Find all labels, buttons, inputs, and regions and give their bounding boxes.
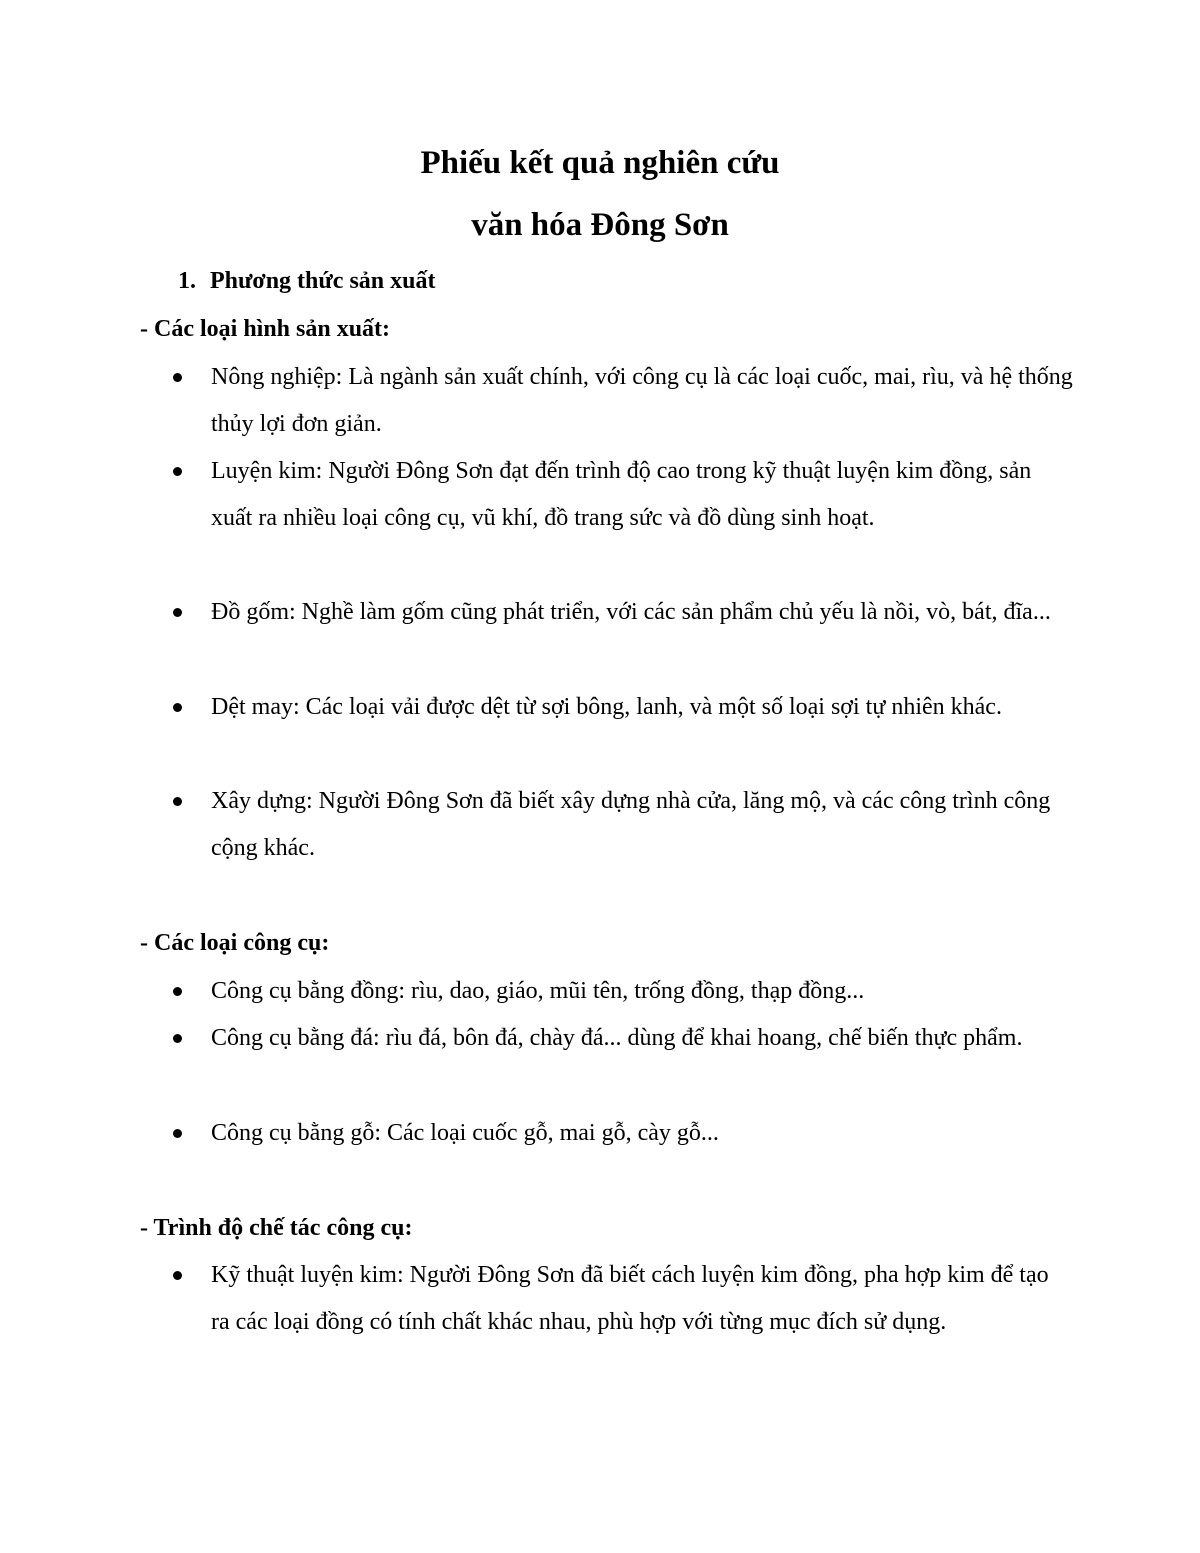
- list-item: [173, 354, 1073, 448]
- list-item-text: Đồ gốm: Nghề làm gốm cũng phát triển, với các sản phẩm chủ yếu là nồi, vò, bát, đĩa...: [211, 599, 1051, 625]
- list-item-text: Công cụ bằng đá: rìu đá, bôn đá, chày đá... dùng để khai hoang, chế biến thực phẩm.: [211, 1025, 1023, 1051]
- list-item-text: Xây dựng: Người Đông Sơn đã biết xây dựng nhà cửa, lăng mộ, và các công trình công cộng khác.: [211, 788, 1051, 861]
- list-item: [173, 968, 1073, 1015]
- list-item-text: Công cụ bằng gỗ: Các loại cuốc gỗ, mai gỗ, cày gỗ...: [211, 1120, 719, 1146]
- list-item: [173, 778, 1073, 872]
- group-heading-production-types: - Các loại hình sản xuất:: [140, 316, 391, 342]
- list-item: [173, 1252, 1073, 1346]
- section-number: 1.: [178, 268, 196, 294]
- bullet-icon: [173, 703, 182, 712]
- bullet-icon: [173, 1129, 182, 1138]
- list-item-text: Nông nghiệp: Là ngành sản xuất chính, với công cụ là các loại cuốc, mai, rìu, và hệ thống thủy lợi đơn giản.: [211, 364, 1073, 437]
- section-title: Phương thức sản xuất: [210, 268, 436, 294]
- bullet-icon: [173, 1271, 182, 1280]
- list-item-text: Dệt may: Các loại vải được dệt từ sợi bông, lanh, và một số loại sợi tự nhiên khác.: [211, 694, 1002, 720]
- list-item: [173, 589, 1073, 636]
- bullet-icon: [173, 1034, 182, 1043]
- bullet-icon: [173, 467, 182, 476]
- bullet-icon: [173, 608, 182, 617]
- section-heading: [178, 266, 435, 296]
- document-title-line2: văn hóa Đông Sơn: [471, 207, 729, 243]
- bullet-icon: [173, 987, 182, 996]
- list-item-text: Luyện kim: Người Đông Sơn đạt đến trình độ cao trong kỹ thuật luyện kim đồng, sản xuất ra nhiều loại công cụ, vũ khí, đồ trang sức và đồ dùng sinh hoạt.: [211, 458, 1032, 531]
- list-item-text: Công cụ bằng đồng: rìu, dao, giáo, mũi tên, trống đồng, thạp đồng...: [211, 978, 865, 1004]
- list-item: [173, 1110, 1073, 1157]
- list-item: [173, 1015, 1073, 1062]
- list-item-text: Kỹ thuật luyện kim: Người Đông Sơn đã biết cách luyện kim đồng, pha hợp kim để tạo ra các loại đồng có tính chất khác nhau, phù hợp với từng mục đích sử dụng.: [211, 1262, 1049, 1335]
- group-heading-craft-level: - Trình độ chế tác công cụ:: [140, 1215, 413, 1241]
- group-heading-tool-types: - Các loại công cụ:: [140, 930, 330, 956]
- bullet-icon: [173, 373, 182, 382]
- list-item: [173, 684, 1073, 731]
- bullet-icon: [173, 797, 182, 806]
- document-title-line1: Phiếu kết quả nghiên cứu: [420, 145, 780, 181]
- list-item: [173, 448, 1073, 542]
